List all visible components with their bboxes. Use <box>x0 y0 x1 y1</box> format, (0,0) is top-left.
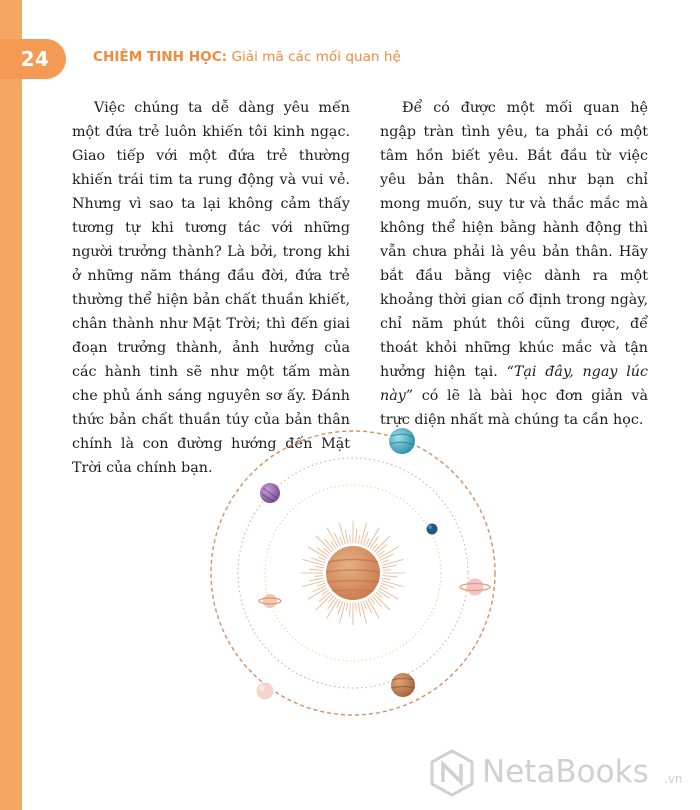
pale-planet-icon <box>257 683 274 700</box>
right-column-paragraph <box>380 96 648 432</box>
page-number-tab <box>0 39 66 79</box>
page-number: 24 <box>20 47 50 71</box>
blue-planet-icon <box>389 428 415 454</box>
watermark-suffix: .vn <box>664 772 683 786</box>
left-column-paragraph: Việc chúng ta dễ dàng yêu mến một đứa trẻ luôn khiến tôi kinh ngạc. Giao tiếp với một đứa trẻ thường khiến trái tim ta rung động và vui vẻ. Nhưng vì sao ta lại không cảm thấy tương tự khi tương tác với những người trưởng thành? Là bởi, trong khi ở những năm tháng đầu đời, đứa trẻ thường thể hiện bản chất thuần khiết, chân thành như Mặt Trời; thì đến giai đoạn trưởng thành, ảnh hưởng của các hành tinh sẽ như một tấm màn che phủ ánh sáng nguyên sơ ấy. Đánh thức bản chất thuần túy của bản thân chính là con đường hướng đến Mặt Trời của chính bạn. <box>72 100 350 476</box>
side-color-band <box>0 0 22 810</box>
brown-planet-icon <box>391 673 415 697</box>
right-paragraph-quote: “Tại đây, ngay lúc này” <box>380 364 648 404</box>
running-head-rest: Giải mã các mối quan hệ <box>227 49 401 65</box>
right-paragraph-tail: có lẽ là bài học đơn giản và trực diện nhất mà chúng ta cần học. <box>380 388 648 428</box>
running-head-bold: CHIÊM TINH HỌC: <box>93 49 228 65</box>
sun-icon <box>326 546 380 600</box>
netabooks-logo-icon <box>428 748 476 798</box>
solar-system-illustration <box>170 410 540 720</box>
ringed-planet-right-icon <box>460 579 490 596</box>
ringed-planet-left-icon <box>259 594 281 608</box>
purple-planet-icon <box>260 483 280 503</box>
watermark <box>428 748 698 802</box>
running-head <box>93 49 401 65</box>
small-navy-planet-icon <box>427 524 438 535</box>
right-paragraph-text: Để có được một mối quan hệ ngập tràn tình yêu, ta phải có một tâm hồn biết yêu. Bắt đầu từ việc yêu bản thân. Nếu như bạn chỉ mong muốn, suy tư và thắc mắc mà không thể hiện bằng hành động thì vẫn chưa phải là yêu bản thân. Hãy bắt đầu bằng việc dành ra một khoảng thời gian cố định trong ngày, chỉ năm phút thôi cũng được, để thoát khỏi những khúc mắc và tận hưởng hiện tại. <box>380 100 648 380</box>
watermark-brand: NetaBooks <box>482 754 649 790</box>
